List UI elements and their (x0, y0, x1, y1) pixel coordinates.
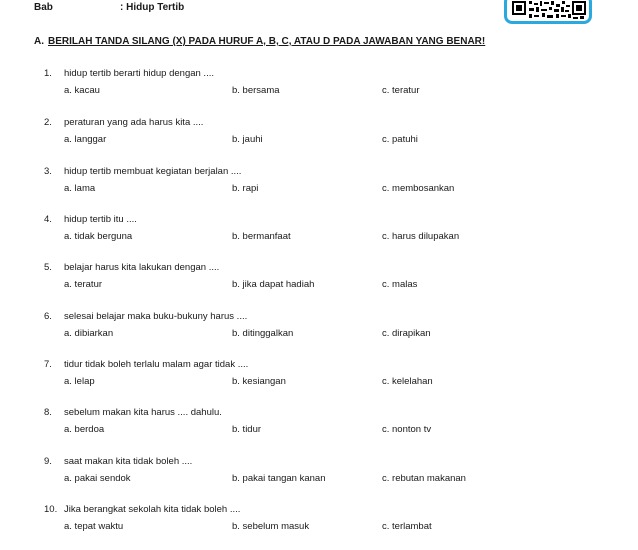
question-number: 2. (44, 117, 52, 128)
question-number: 3. (44, 166, 52, 177)
option-c: c. terlambat (382, 521, 432, 532)
question-text: hidup tertib membuat kegiatan berjalan .... (64, 166, 242, 177)
option-b: b. bersama (232, 85, 280, 96)
option-a: a. berdoa (64, 424, 105, 435)
question-3 (44, 166, 604, 200)
bab-label: Bab (34, 2, 53, 13)
option-a: a. pakai sendok (64, 473, 131, 484)
option-b: b. pakai tangan kanan (232, 473, 326, 484)
question-9 (44, 456, 604, 490)
section-letter: A. (34, 36, 44, 47)
question-text: hidup tertib berarti hidup dengan .... (64, 68, 214, 79)
question-text: saat makan kita tidak boleh .... (64, 456, 193, 467)
chapter-title: : Hidup Tertib (120, 2, 185, 13)
question-number: 4. (44, 214, 52, 225)
option-b: b. tidur (232, 424, 262, 435)
option-a: a. lama (64, 183, 96, 194)
option-b: b. bermanfaat (232, 231, 291, 242)
option-c: c. teratur (382, 85, 420, 96)
question-5 (44, 262, 604, 296)
question-number: 10. (44, 504, 58, 515)
instruction-text: BERILAH TANDA SILANG (X) PADA HURUF A, B, C, ATAU D PADA JAWABAN YANG BENAR! (48, 36, 486, 47)
option-a: a. dibiarkan (64, 328, 114, 339)
question-1 (44, 68, 604, 102)
option-c: c. nonton tv (382, 424, 432, 435)
option-a: a. langgar (64, 134, 107, 145)
question-8 (44, 407, 604, 441)
instruction (34, 36, 485, 47)
option-b: b. jauhi (232, 134, 263, 145)
question-text: belajar harus kita lakukan dengan .... (64, 262, 220, 273)
option-a: a. teratur (64, 279, 103, 290)
option-c: c. harus dilupakan (382, 231, 460, 242)
question-text: peraturan yang ada harus kita .... (64, 117, 204, 128)
option-b: b. kesiangan (232, 376, 286, 387)
question-7 (44, 359, 604, 393)
option-a: a. kacau (64, 85, 100, 96)
option-c: c. kelelahan (382, 376, 433, 387)
question-text: sebelum makan kita harus .... dahulu. (64, 407, 222, 418)
question-number: 9. (44, 456, 52, 467)
option-a: a. lelap (64, 376, 95, 387)
question-6 (44, 311, 604, 345)
option-b: b. rapi (232, 183, 259, 194)
qr-code (504, 0, 592, 24)
question-10 (44, 504, 604, 538)
option-c: c. malas (382, 279, 418, 290)
question-text: Jika berangkat sekolah kita tidak boleh .... (64, 504, 241, 515)
option-b: b. sebelum masuk (232, 521, 310, 532)
question-4 (44, 214, 604, 248)
option-c: c. rebutan makanan (382, 473, 466, 484)
option-b: b. ditinggalkan (232, 328, 294, 339)
option-a: a. tidak berguna (64, 231, 133, 242)
question-number: 5. (44, 262, 52, 273)
question-text: hidup tertib itu .... (64, 214, 137, 225)
option-b: b. jika dapat hadiah (232, 279, 315, 290)
question-number: 7. (44, 359, 52, 370)
question-2 (44, 117, 604, 151)
question-text: tidur tidak boleh terlalu malam agar tidak .... (64, 359, 249, 370)
question-number: 8. (44, 407, 52, 418)
option-a: a. tepat waktu (64, 521, 124, 532)
option-c: c. patuhi (382, 134, 418, 145)
question-number: 1. (44, 68, 52, 79)
option-c: c. membosankan (382, 183, 455, 194)
option-c: c. dirapikan (382, 328, 431, 339)
question-number: 6. (44, 311, 52, 322)
question-text: selesai belajar maka buku-bukuny harus .... (64, 311, 248, 322)
